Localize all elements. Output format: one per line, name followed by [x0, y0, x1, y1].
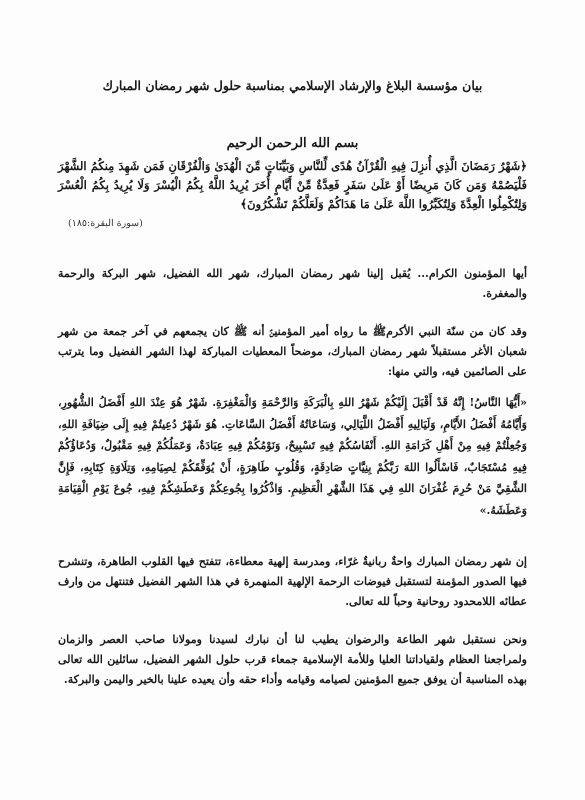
quran-verse: ﴿شَهْرُ رَمَضَانَ الَّذِي أُنزِلَ فِيهِ الْقُرْآنُ هُدًى لِّلنَّاسِ وَبَيِّنَاتٍ مِّنَ الْهُدَىٰ وَالْفُرْقَانِ فَمَن شَهِدَ مِنكُمُ الشَّهْرَ فَلْيَصُمْهُ وَمَن كَانَ مَرِيضًا أَوْ عَلَىٰ سَفَرٍ فَعِدَّةٌ مِّنْ أَيَّامٍ أُخَرَ يُرِيدُ اللَّهُ بِكُمُ الْيُسْرَ وَلَا يُرِيدُ بِكُمُ الْعُسْرَ وَلِتُكْمِلُوا الْعِدَّةَ وَلِتُكَبِّرُوا اللَّهَ عَلَىٰ مَا هَدَاكُمْ وَلَعَلَّكُمْ تَشْكُرُونَ﴾: [58, 159, 527, 211]
hadith-quote: «أَيُّهَا النَّاسُ! إِنَّهُ قَدْ أَقْبَلَ إِلَيْكُمْ شَهْرُ اللهِ بِالْبَرَكَةِ وَالرَّحْمَةِ وَالْمَغْفِرَةِ. شَهْرٌ هُوَ عِنْدَ اللهِ أَفْضَلُ الشُّهُورِ، وَأَيَّامُهُ أَفْضَلُ الأَيَّامِ، وَلَيَالِيهِ أَفْضَلُ اللَّيَالِي، وَسَاعَاتُهُ أَفْضَلُ السَّاعَاتِ. هُوَ شَهْرٌ دُعِيتُمْ فِيهِ إِلَى ضِيَافَةِ اللهِ، وَجُعِلْتُمْ فِيهِ مِنْ أَهْلِ كَرَامَةِ اللهِ. أَنْفَاسُكُمْ فِيهِ تَسْبِيحٌ، وَنَوْمُكُمْ فِيهِ عِبَادَةٌ، وَعَمَلُكُمْ فِيهِ مَقْبُولٌ، وَدُعَاؤُكُمْ فِيهِ مُسْتَجَابٌ، فَاسْأَلُوا اللهَ رَبَّكُمْ بِنِيَّاتٍ صَادِقَةٍ، وَقُلُوبٍ طَاهِرَةٍ، أَنْ يُوَفِّقَكُمْ لِصِيَامِهِ، وَتِلَاوَةِ كِتَابِهِ، فَإِنَّ الشَّقِيَّ مَنْ حُرِمَ غُفْرَانَ اللهِ فِي هَذَا الشَّهْرِ الْعَظِيمِ. وَاذْكُرُوا بِجُوعِكُمْ وَعَطَشِكُمْ فِيهِ، جُوعَ يَوْمِ الْقِيَامَةِ وَعَطَشَهُ.»: [58, 396, 527, 517]
basmala-heading: بسم الله الرحمن الرحيم: [226, 136, 359, 151]
paragraph-intro: أيها المؤمنون الكرام... يُقبل إلينا شهر رمضان المبارك، شهر الله الفضيل، شهر البركة والرحمة والمغفرة.: [58, 267, 527, 300]
paragraph-sunnah: وقد كان من سنّة النبي الأكرمﷺ ما رواه أمير المؤمنينؑ أنه ﷺ كان يجمعهم في آخر جمعة من شهر شعبان الأغر مستقبلاً شهر رمضان المبارك، موضحاً المعطيات المباركة لهذا الشهر الفضيل وما يترتب على الصائمين فيه، والتي منها:: [58, 325, 527, 378]
document-title: بيان مؤسسة البلاغ والإرشاد الإسلامي بمناسبة حلول شهر رمضان المبارك: [102, 78, 483, 93]
verse-reference: (سورة البقرة:١٨٥): [68, 218, 143, 229]
paragraph-oasis: إن شهر رمضان المبارك واحةٌ ربانيةٌ غرّاء، ومدرسة إلهية معطاءة، تتفتح فيها القلوب الطاهرة، وتنشرح فيها الصدور المؤمنة لتستقبل فيوضات الرحمة الإلهية المنهمرة في هذا الشهر الفضيل فتنتهل من وارف عطائه اللامحدود روحانية وحباً لله تعالى.: [58, 555, 527, 608]
paragraph-congratulations: ونحن نستقبل شهر الطاعة والرضوان يطيب لنا أن نبارك لسيدنا ومولانا صاحب العصر والزمان ولمراجعنا العظام ولقياداتنا العليا وللأمة الإسلامية جمعاء قرب حلول الشهر الفضيل، سائلين الله تعالى بهذه المناسبة أن يوفق جميع المؤمنين لصيامه وقيامه وأداء حقه وأن يعيده علينا بالخير واليمن والبركة.: [58, 633, 527, 686]
